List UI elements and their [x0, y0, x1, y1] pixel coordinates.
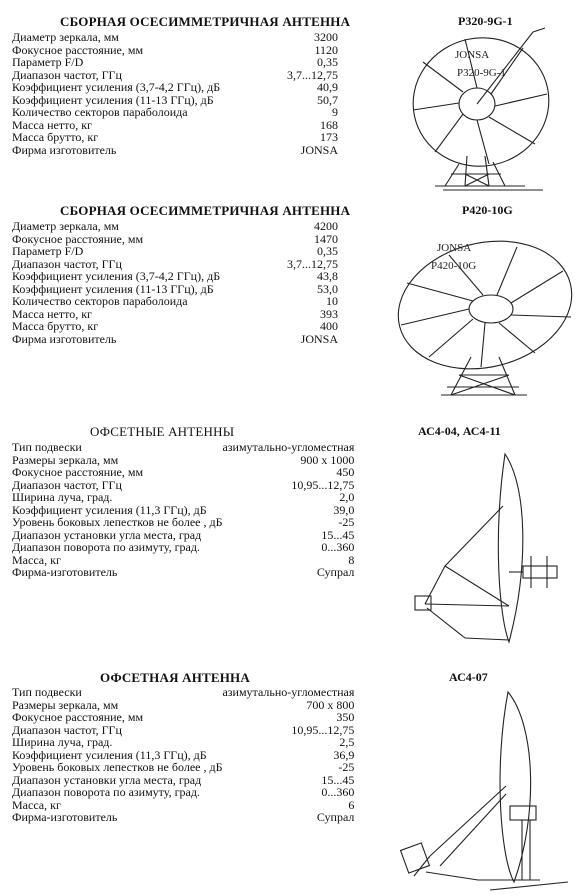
- spec-value: 0...360: [321, 785, 355, 799]
- spec-value: 450: [336, 465, 355, 479]
- spec-label: Фирма изготовитель: [12, 331, 117, 346]
- spec-value: Супрал: [316, 565, 355, 579]
- spec-label: Ширина луча, град.: [12, 490, 113, 504]
- spec-row: [12, 31, 338, 44]
- spec-value: 350: [336, 710, 355, 724]
- spec-label: Ширина луча, град.: [12, 735, 113, 749]
- spec-label: Диапазон частот, ГГц: [12, 722, 122, 737]
- model-name: P420-10G: [462, 203, 513, 217]
- spec-row: [12, 566, 354, 579]
- spec-value: 2,0: [339, 490, 355, 504]
- spec-label: Тип подвески: [12, 440, 82, 454]
- spec-value: 3,7...12,75: [287, 67, 338, 82]
- section-title: ОФСЕТНЫЕ АНТЕННЫ: [90, 424, 235, 439]
- spec-label: Коэффициент усиления (11-13 ГГц), дБ: [12, 281, 214, 296]
- section-p320: [0, 0, 583, 200]
- spec-value: -25: [338, 760, 355, 774]
- spec-row: [12, 686, 354, 699]
- spec-table: [12, 441, 354, 579]
- spec-label: Уровень боковых лепестков не более , дБ: [12, 760, 223, 774]
- spec-label: Параметр F/D: [12, 244, 84, 258]
- spec-value: 173: [320, 130, 338, 144]
- spec-value: 0,35: [317, 55, 338, 69]
- spec-value: 40,9: [317, 80, 338, 94]
- spec-label: Диапазон установки угла места, град: [12, 527, 202, 542]
- spec-label: Фокусное расстояние, мм: [12, 231, 144, 246]
- spec-row: [12, 811, 354, 824]
- dish-antenna-illustration: [385, 225, 580, 405]
- spec-value: 393: [320, 306, 338, 321]
- spec-value: Супрал: [316, 810, 355, 824]
- spec-value: -25: [338, 515, 355, 529]
- spec-value: 10: [326, 294, 338, 308]
- spec-row: [12, 541, 354, 554]
- spec-row: [12, 144, 338, 157]
- spec-value: 15...45: [321, 527, 355, 542]
- spec-label: Параметр F/D: [12, 55, 84, 69]
- spec-label: Масса нетто, кг: [12, 306, 92, 321]
- spec-row: [12, 441, 354, 454]
- spec-value: 39,0: [333, 502, 355, 517]
- spec-row: [12, 220, 338, 233]
- spec-label: Масса, кг: [12, 552, 61, 567]
- spec-value: 1120: [314, 42, 338, 57]
- dish-label-brand: JONSA: [455, 49, 490, 61]
- spec-value: 10,95...12,75: [291, 722, 355, 737]
- spec-row: [12, 270, 338, 283]
- spec-label: Масса брутто, кг: [12, 130, 99, 144]
- spec-row: [12, 516, 354, 529]
- spec-label: Диапазон поворота по азимуту, град.: [12, 785, 200, 799]
- spec-value: 168: [320, 117, 338, 132]
- offset-antenna-illustration: [405, 446, 580, 656]
- spec-label: Диапазон частот, ГГц: [12, 256, 122, 271]
- spec-value: 1470: [314, 231, 338, 246]
- spec-row: [12, 295, 338, 308]
- spec-label: Диапазон частот, ГГц: [12, 67, 122, 82]
- spec-row: [12, 81, 338, 94]
- spec-label: Фирма изготовитель: [12, 142, 117, 157]
- spec-label: Диапазон поворота по азимуту, град.: [12, 540, 200, 554]
- spec-table: [12, 686, 354, 824]
- spec-label: Диаметр зеркала, мм: [12, 30, 119, 44]
- spec-value: 50,7: [317, 92, 338, 107]
- spec-label: Фокусное расстояние, мм: [12, 42, 144, 57]
- spec-value: 36,9: [333, 747, 355, 762]
- spec-label: Коэффициент усиления (11,3 ГГц), дБ: [12, 747, 207, 762]
- model-name: P320-9G-1: [458, 14, 513, 28]
- spec-value: 400: [320, 319, 338, 333]
- spec-row: [12, 56, 338, 69]
- spec-label: Фокусное расстояние, мм: [12, 710, 144, 724]
- spec-label: Количество секторов параболоида: [12, 105, 188, 119]
- spec-value: 2,5: [339, 735, 355, 749]
- offset-antenna-illustration: [390, 686, 575, 891]
- spec-label: Коэффициент усиления (3,7-4,2 ГГц), дБ: [12, 80, 221, 94]
- section-ac4-07: [0, 664, 583, 895]
- model-name: АС4-07: [449, 670, 488, 684]
- spec-value: 8: [348, 552, 355, 567]
- spec-row: [12, 711, 354, 724]
- spec-table: [12, 220, 338, 345]
- dish-antenna-illustration: [405, 24, 570, 196]
- spec-row: [12, 786, 354, 799]
- spec-value: 43,8: [317, 269, 338, 283]
- spec-label: Фирма-изготовитель: [12, 565, 118, 579]
- spec-label: Диапазон установки угла места, град: [12, 772, 202, 787]
- spec-label: Фокусное расстояние, мм: [12, 465, 144, 479]
- spec-label: Диаметр зеркала, мм: [12, 219, 119, 233]
- spec-value: азимутально-угломестная: [222, 685, 355, 699]
- spec-row: [12, 131, 338, 144]
- spec-label: Коэффициент усиления (3,7-4,2 ГГц), дБ: [12, 269, 221, 283]
- spec-value: 3,7...12,75: [287, 256, 338, 271]
- spec-label: Уровень боковых лепестков не более , дБ: [12, 515, 223, 529]
- spec-label: Фирма-изготовитель: [12, 810, 118, 824]
- spec-label: Коэффициент усиления (11-13 ГГц), дБ: [12, 92, 214, 107]
- spec-label: Количество секторов параболоида: [12, 294, 188, 308]
- spec-row: [12, 491, 354, 504]
- spec-value: 6: [348, 797, 355, 812]
- spec-value: JONSA: [300, 331, 338, 346]
- spec-value: JONSA: [300, 142, 338, 157]
- spec-row: [12, 245, 338, 258]
- spec-value: 700 x 800: [306, 697, 355, 712]
- spec-row: [12, 466, 354, 479]
- dish-label-model: P320-9G-1: [457, 67, 506, 79]
- spec-row: [12, 106, 338, 119]
- dish-label-model: P420-10G: [431, 260, 477, 272]
- spec-label: Диапазон частот, ГГц: [12, 477, 122, 492]
- spec-label: Масса брутто, кг: [12, 319, 99, 333]
- spec-value: 0,35: [317, 244, 338, 258]
- spec-label: Размеры зеркала, мм: [12, 697, 119, 712]
- section-title: ОФСЕТНАЯ АНТЕННА: [100, 670, 250, 685]
- spec-value: 900 x 1000: [300, 452, 355, 467]
- section-p420: [0, 200, 583, 405]
- spec-value: 10,95...12,75: [291, 477, 355, 492]
- spec-row: [12, 333, 338, 346]
- spec-row: [12, 320, 338, 333]
- spec-table: [12, 31, 338, 156]
- model-name: АС4-04, АС4-11: [418, 424, 501, 438]
- section-title: СБОРНАЯ ОСЕСИММЕТРИЧНАЯ АНТЕННА: [60, 203, 351, 218]
- spec-label: Масса нетто, кг: [12, 117, 92, 132]
- section-ac4-04: [0, 420, 583, 660]
- spec-value: 3200: [314, 30, 338, 44]
- dish-label-brand: JONSA: [437, 242, 472, 254]
- spec-value: 0...360: [321, 540, 355, 554]
- spec-row: [12, 761, 354, 774]
- spec-value: азимутально-угломестная: [222, 440, 355, 454]
- spec-label: Тип подвески: [12, 685, 82, 699]
- spec-value: 15...45: [321, 772, 355, 787]
- section-title: СБОРНАЯ ОСЕСИММЕТРИЧНАЯ АНТЕННА: [60, 14, 351, 29]
- spec-row: [12, 736, 354, 749]
- spec-value: 53,0: [317, 281, 338, 296]
- spec-value: 9: [332, 105, 338, 119]
- spec-label: Размеры зеркала, мм: [12, 452, 119, 467]
- spec-label: Коэффициент усиления (11,3 ГГц), дБ: [12, 502, 207, 517]
- spec-value: 4200: [314, 219, 338, 233]
- spec-label: Масса, кг: [12, 797, 61, 812]
